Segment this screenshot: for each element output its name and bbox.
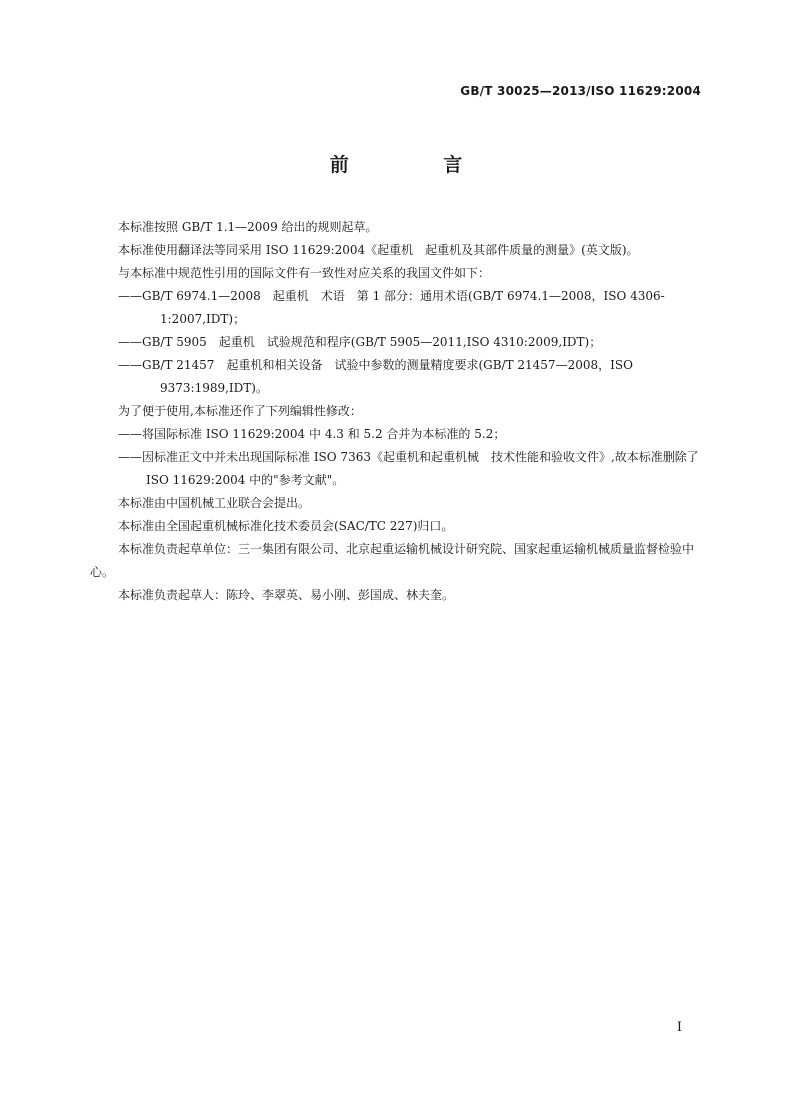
paragraph-drafting-rules: 本标准按照 GB/T 1.1—2009 给出的规则起草。 [118,220,378,234]
page-number: I [676,1020,682,1035]
list-item-gbt-5905: ——GB/T 5905 起重机 试验规范和程序(GB/T 5905—2011,ISO 4310:2009,IDT)； [118,335,602,349]
paragraph-editorial-changes-intro: 为了便于使用,本标准还作了下列编辑性修改： [118,404,362,418]
paragraph-adoption: 本标准使用翻译法等同采用 ISO 11629:2004《起重机 起重机及其部件质量的测量》(英文版)。 [118,243,639,257]
paragraph-corresponding-docs-intro: 与本标准中规范性引用的国际文件有一致性对应关系的我国文件如下： [118,266,491,280]
list-item-gbt-21457: ——GB/T 21457 起重机和相关设备 试验中参数的测量精度要求(GB/T 21457—2008，ISO 9373:1989,IDT)。 [118,358,633,395]
foreword-body [90,216,702,607]
standard-number-header: GB/T 30025—2013/ISO 11629:2004 [460,84,701,98]
paragraph-proposed-by: 本标准由中国机械工业联合会提出。 [118,496,311,510]
list-item-merge-clauses: ——将国际标准 ISO 11629:2004 中 4.3 和 5.2 合并为本标准的 5.2； [118,427,506,441]
page-title: 前 言 [329,154,507,176]
list-item-gbt-6974: ——GB/T 6974.1—2008 起重机 术语 第 1 部分：通用术语(GB/T 6974.1—2008，ISO 4306-1:2007,IDT)； [118,289,665,326]
paragraph-technical-committee: 本标准由全国起重机械标准化技术委员会(SAC/TC 227)归口。 [118,519,454,533]
paragraph-drafting-organizations: 本标准负责起草单位：三一集团有限公司、北京起重运输机械设计研究院、国家起重运输机械质量监督检验中心。 [90,542,695,579]
paragraph-drafters: 本标准负责起草人：陈玲、李翠英、易小刚、彭国成、林夫奎。 [118,588,455,602]
list-item-delete-bibliography: ——因标准正文中并未出现国际标准 ISO 7363《起重机和起重机械 技术性能和验收文件》,故本标准删除了 ISO 11629:2004 中的"参考文献"。 [118,450,699,487]
